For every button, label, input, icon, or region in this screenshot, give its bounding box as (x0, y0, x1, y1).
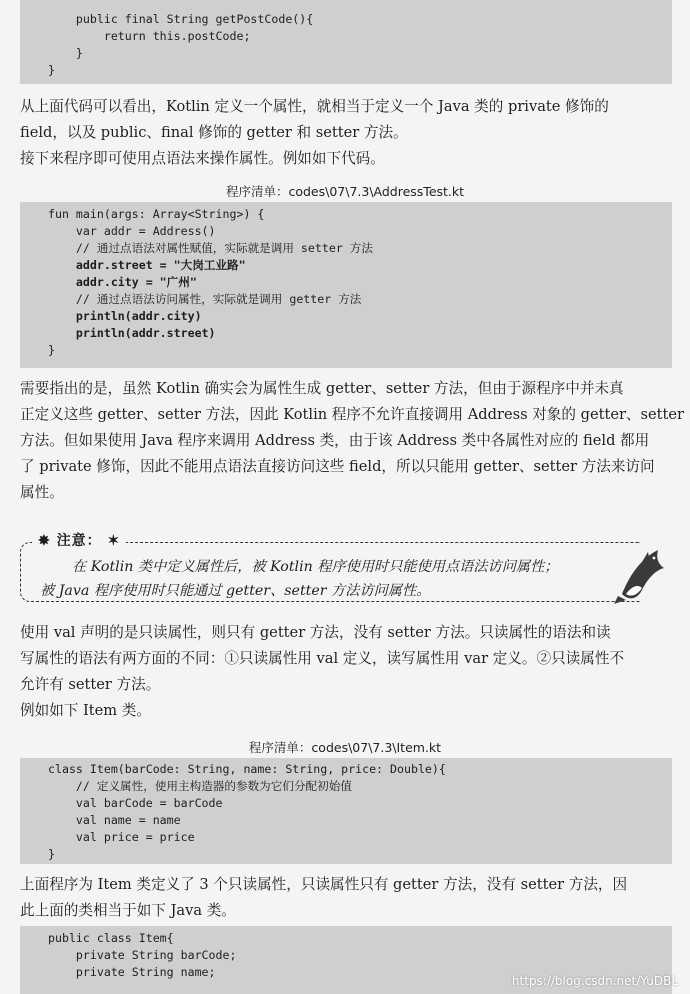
code-line: private String barCode; (48, 948, 237, 962)
note-line-2: 被 Java 程序使用时只能通过 getter、setter 方法访问属性。 (40, 583, 431, 599)
text-line: 接下来程序即可使用点语法来操作属性。例如如下代码。 (20, 150, 385, 167)
code-line: var addr = Address() (48, 224, 216, 238)
code-line: val barCode = barCode (48, 796, 223, 810)
code-comment: // 通过点语法访问属性，实际就是调用 getter 方法 (48, 292, 362, 306)
code-line: } (48, 343, 55, 357)
star-icon: ✶ (101, 533, 121, 549)
text-line: 写属性的语法有两方面的不同：①只读属性用 val 定义，读写属性用 var 定义。②只读属性不 (20, 650, 625, 667)
text-line: 使用 val 声明的是只读属性，则只有 getter 方法，没有 setter 方法。只读属性的语法和读 (20, 624, 611, 641)
code-block-addresstest (20, 202, 672, 368)
code-block-getpostcode (20, 0, 672, 84)
paragraph-kotlin-property (20, 94, 672, 172)
code-line: class Item(barCode: String, name: String, price: Double){ (48, 762, 446, 776)
note-line-1: 在 Kotlin 类中定义属性后，被 Kotlin 程序使用时只能使用点语法访问属性； (72, 559, 559, 575)
text-line: 需要指出的是，虽然 Kotlin 确实会为属性生成 getter、setter 方法，但由于源程序中并未真 (20, 380, 624, 397)
paragraph-getter-setter (20, 376, 685, 506)
text-line: 例如如下 Item 类。 (20, 702, 151, 719)
text-line: 方法。但如果使用 Java 程序来调用 Address 类，由于该 Address 类中各属性对应的 field 都用 (20, 432, 650, 449)
paragraph-item-java (20, 872, 672, 924)
text-line: field，以及 public、final 修饰的 getter 和 setter 方法。 (20, 124, 408, 141)
text-line: 此上面的类相当于如下 Java 类。 (20, 902, 236, 919)
paragraph-readonly-property (20, 620, 672, 724)
code-line: } (48, 46, 83, 60)
listing-caption-addresstest: 程序清单：codes\07\7.3\AddressTest.kt (225, 184, 465, 199)
code-comment: // 定义属性，使用主构造器的参数为它们分配初始值 (48, 779, 352, 793)
code-line: fun main(args: Array<String>) { (48, 207, 265, 221)
code-line: println(addr.city) (48, 309, 202, 323)
code-line: return this.postCode; (48, 29, 251, 43)
text-line: 属性。 (20, 484, 64, 501)
code-line: } (48, 847, 55, 861)
code-line: addr.street = "大岗工业路" (48, 258, 246, 272)
sparkle-icon: ✸ (38, 533, 57, 549)
note-box (20, 526, 670, 612)
watermark-url: https://blog.csdn.net/YuDBL (511, 974, 678, 988)
text-line: 从上面代码可以看出，Kotlin 定义一个属性，就相当于定义一个 Java 类的 private 修饰的 (20, 98, 609, 115)
text-line: 了 private 修饰，因此不能用点语法直接访问这些 field，所以只能用 getter、setter 方法来访问 (20, 458, 655, 475)
code-line: println(addr.street) (48, 326, 216, 340)
code-comment: // 通过点语法对属性赋值，实际就是调用 setter 方法 (48, 241, 373, 255)
note-title: ✸ 注意： ✶ (32, 530, 126, 550)
text-line: 允许有 setter 方法。 (20, 676, 161, 693)
code-line: addr.city = "广州" (48, 275, 197, 289)
text-line: 上面程序为 Item 类定义了 3 个只读属性，只读属性只有 getter 方法，没有 setter 方法，因 (20, 876, 628, 893)
listing-caption-item: 程序清单：codes\07\7.3\Item.kt (248, 740, 442, 755)
code-line: private String name; (48, 965, 216, 979)
code-line: public class Item{ (48, 931, 174, 945)
dolphin-icon (612, 544, 670, 606)
code-line: public final String getPostCode(){ (48, 12, 314, 26)
text-line: 正定义这些 getter、setter 方法，因此 Kotlin 程序不允许直接调用 Address 对象的 getter、setter (20, 406, 685, 423)
code-line: } (48, 63, 55, 77)
code-line: val name = name (48, 813, 181, 827)
code-block-item (20, 758, 672, 864)
code-line: val price = price (48, 830, 195, 844)
